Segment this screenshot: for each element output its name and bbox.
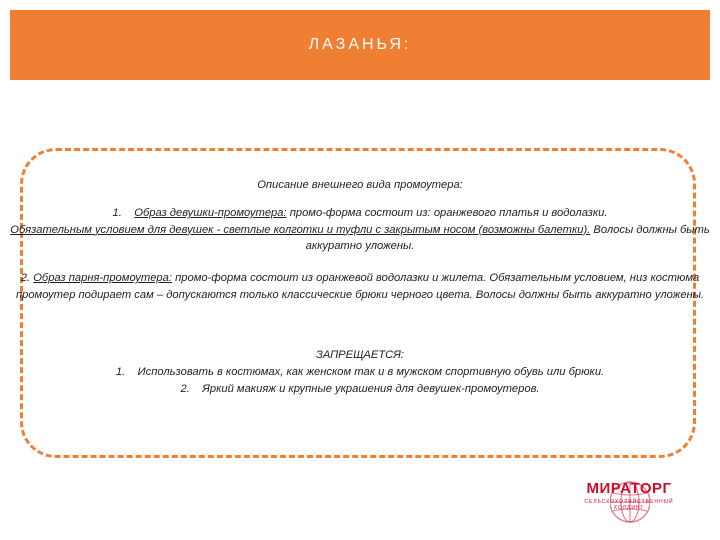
girl-promoter-text: промо-форма состоит из: оранжевого платья и водолазки.: [286, 207, 608, 219]
guy-promoter-text: промо-форма состоит из оранжевой водолазки и жилета. Обязательным условием, низ костюма промоутер подирает сам – допускаются только классические брюки черного цвета. Волосы должны быть аккуратно уложены.: [15, 272, 705, 301]
description-heading: Описание внешнего вида промоутера:: [257, 179, 463, 191]
forbidden-item-text: Яркий макияж и крупные украшения для девушек-промоутеров.: [202, 382, 540, 395]
guy-promoter-label: Образ парня-промоутера:: [33, 272, 172, 284]
miratorg-logo: [574, 472, 684, 532]
girl-promoter-label: Образ девушки-промоутера:: [134, 207, 287, 219]
girl-promoter-paragraph: [0, 205, 720, 255]
forbidden-item: [0, 381, 720, 398]
girl-item-number: 1.: [112, 207, 122, 219]
forbidden-item: [0, 364, 720, 381]
forbidden-item-number: 2.: [180, 382, 190, 395]
forbidden-item-text: Использовать в костюмах, как женском так и в мужском спортивную обувь или брюки.: [137, 366, 605, 378]
forbidden-item-number: 1.: [115, 366, 126, 378]
logo-tagline: СЕЛЬСКОХОЗЯЙСТВЕННЫЙ ХОЛДИНГ: [584, 499, 674, 511]
forbidden-list: [0, 364, 720, 397]
girl-promoter-hair: Волосы должны быть аккуратно уложены.: [305, 223, 710, 252]
guy-promoter-paragraph: [0, 270, 720, 303]
guy-item-number: 2.: [20, 272, 31, 284]
title-bar: [10, 10, 710, 80]
slide-title: ЛАЗАНЬЯ:: [308, 36, 412, 53]
forbidden-title: ЗАПРЕЩАЕТСЯ:: [316, 349, 404, 361]
content-frame: [20, 148, 696, 458]
girl-promoter-condition: Обязательным условием для девушек - светлые колготки и туфли с закрытым носом (возможны балетки).: [10, 223, 591, 236]
logo-wordmark: МИРАТОРГ: [586, 480, 672, 497]
